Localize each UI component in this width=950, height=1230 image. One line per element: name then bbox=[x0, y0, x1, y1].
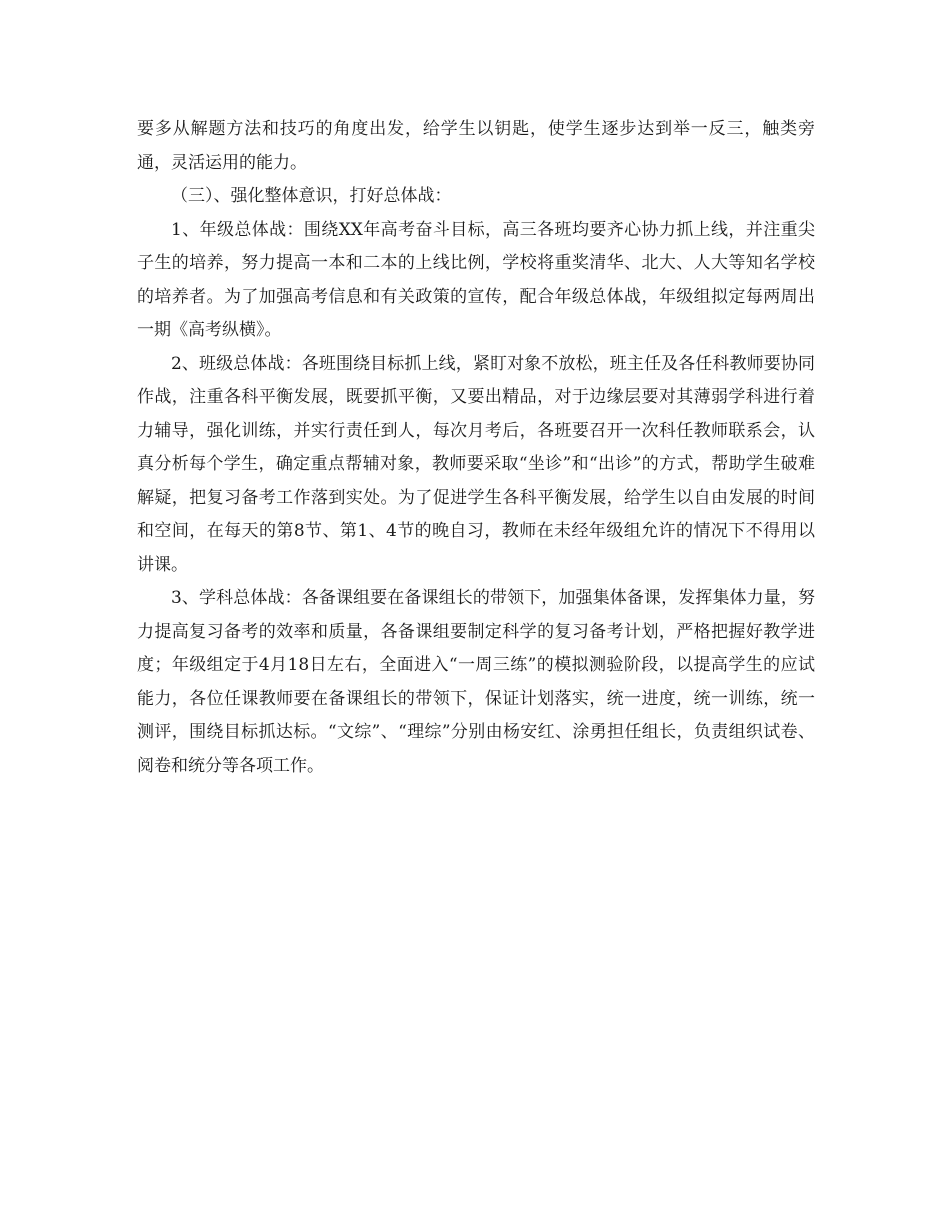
paragraph-grade-strategy: 1、年级总体战：围绕XX年高考奋斗目标，高三各班均要齐心协力抓上线，并注重尖子生的培养，努力提高一本和二本的上线比例，学校将重奖清华、北大、人大等知名学校的培养者。为了加强高考信息和有关政策的宣传，配合年级总体战，年级组拟定每两周出一期《高考纵横》。 bbox=[137, 219, 815, 340]
paragraph-class-strategy: 2、班级总体战：各班围绕目标抓上线，紧盯对象不放松，班主任及各任科教师要协同作战，注重各科平衡发展，既要抓平衡，又要出精品，对于边缘层要对其薄弱学科进行着力辅导，强化训练，并实行责任到人，每次月考后，各班要召开一次科任教师联系会，认真分析每个学生，确定重点帮辅对象，教师要采取“坐诊”和“出诊”的方式，帮助学生破难解疑，把复习备考工作落到实处。为了促进学生各科平衡发展，给学生以自由发展的时间和空间，在每天的第8节、第1、4节的晚自习，教师在未经年级组允许的情况下不得用以讲课。 bbox=[137, 353, 815, 575]
paragraph-continuation: 要多从解题方法和技巧的角度出发，给学生以钥匙，使学生逐步达到举一反三，触类旁通，灵活运用的能力。 bbox=[137, 119, 815, 173]
document-page bbox=[137, 113, 815, 783]
section-heading-three: （三）、强化整体意识，打好总体战： bbox=[171, 186, 452, 206]
paragraph-subject-strategy: 3、学科总体战：各备课组要在备课组长的带领下，加强集体备课，发挥集体力量，努力提高复习备考的效率和质量，各备课组要制定科学的复习备考计划，严格把握好教学进度；年级组定于4月18日左右，全面进入“一周三练”的模拟测验阶段，以提高学生的应试能力，各位任课教师要在备课组长的带领下，保证计划落实，统一进度，统一训练，统一测评，围绕目标抓达标。“文综”、“理综”分别由杨安红、涂勇担任组长，负责组织试卷、阅卷和统分等各项工作。 bbox=[137, 588, 815, 776]
